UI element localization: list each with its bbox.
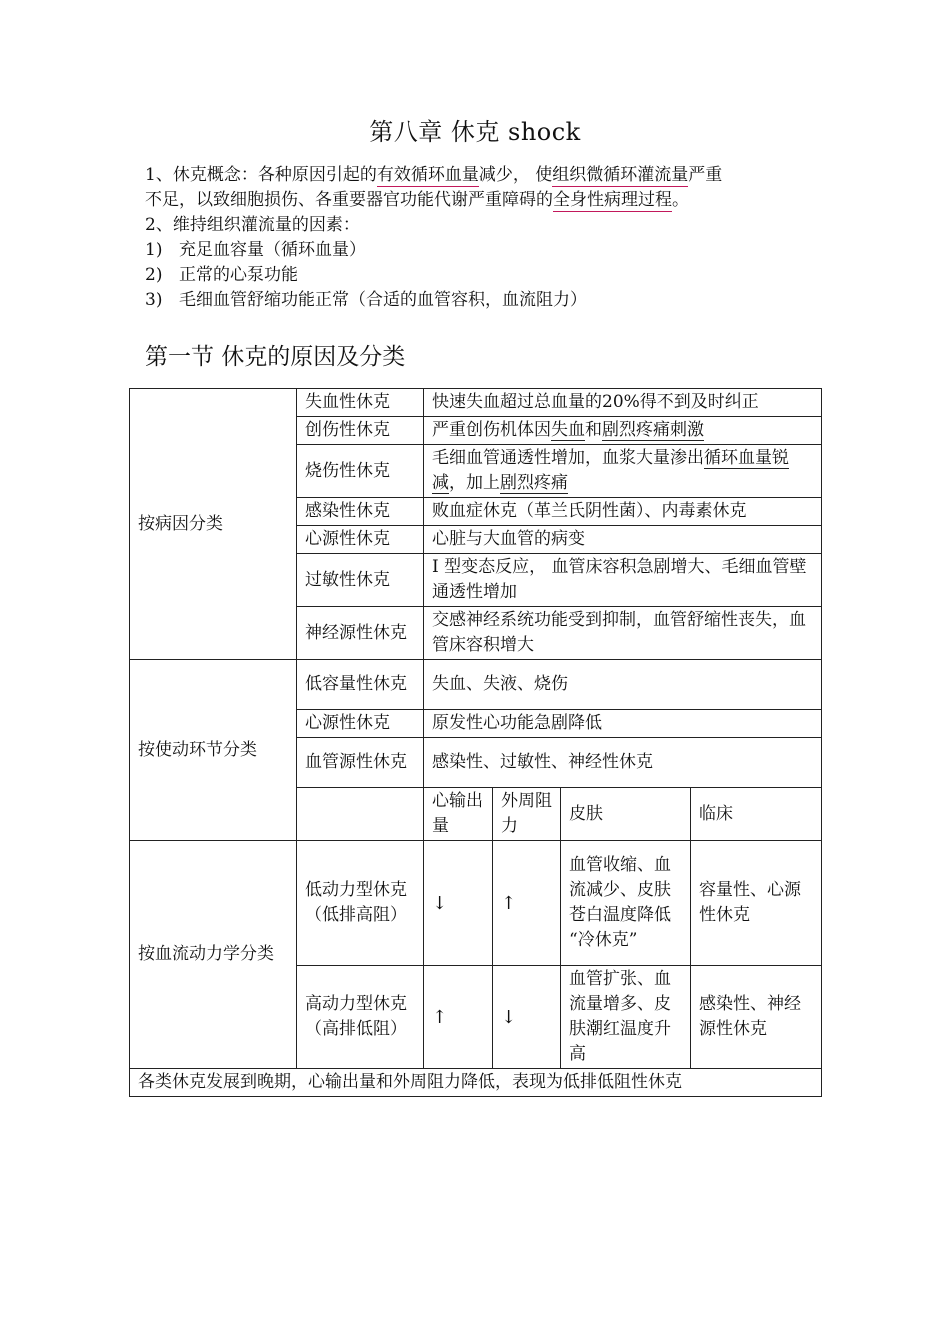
shock-type: 心源性休克	[297, 710, 424, 738]
highlight-effective-circulation: 有效循环血量	[376, 165, 479, 185]
shock-description: 原发性心功能急剧降低	[424, 710, 822, 738]
shock-type: 低容量性休克	[297, 660, 424, 710]
skin-description: 血管扩张、血流量增多、皮肤潮红温度升高	[561, 966, 691, 1069]
shock-description: 快速失血超过总血量的20%得不到及时纠正	[424, 389, 822, 417]
up-arrow-icon: ↑	[493, 841, 561, 966]
shock-description: 严重创伤机体因失血和剧烈疼痛刺激	[424, 417, 822, 445]
shock-type: 过敏性休克	[297, 554, 424, 607]
section-title: 第一节 休克的原因及分类	[145, 344, 406, 370]
group-etiology: 按病因分类	[130, 389, 297, 660]
concept-line-1: 1、休克概念：各种原因引起的有效循环血量减少， 使组织微循环灌流量严重	[145, 165, 723, 185]
down-arrow-icon: ↓	[493, 966, 561, 1069]
header-cardiac-output: 心输出量	[424, 788, 493, 841]
factor-item: 3) 毛细血管舒缩功能正常（合适的血管容积，血流阻力）	[145, 290, 587, 310]
highlight-systemic-process: 全身性病理过程	[553, 190, 672, 210]
factor-item: 1) 充足血容量（循环血量）	[145, 240, 366, 260]
concept-line-2: 不足，以致细胞损伤、各重要器官功能代谢严重障碍的全身性病理过程。	[145, 190, 689, 210]
shock-description: 交感神经系统功能受到抑制，血管舒缩性丧失，血管床容积增大	[424, 607, 822, 660]
shock-description: 败血症休克（革兰氏阴性菌）、内毒素休克	[424, 498, 822, 526]
table-row	[130, 660, 822, 710]
shock-type: 高动力型休克（高排低阻）	[297, 966, 424, 1069]
group-trigger: 按使动环节分类	[130, 660, 297, 841]
down-arrow-icon: ↓	[424, 841, 493, 966]
shock-type: 失血性休克	[297, 389, 424, 417]
chapter-title: 第八章 休克 shock	[369, 118, 581, 146]
table-row	[130, 389, 822, 417]
shock-type: 神经源性休克	[297, 607, 424, 660]
shock-description: 毛细血管通透性增加，血浆大量渗出循环血量锐减，加上剧烈疼痛	[424, 445, 822, 498]
shock-type: 低动力型休克（低排高阻）	[297, 841, 424, 966]
empty-header-cell	[297, 788, 424, 841]
shock-description: 感染性、过敏性、神经性休克	[424, 738, 822, 788]
shock-type: 血管源性休克	[297, 738, 424, 788]
group-hemodynamics: 按血流动力学分类	[130, 841, 297, 1069]
skin-description: 血管收缩、血流减少、皮肤苍白温度降低 “冷休克”	[561, 841, 691, 966]
header-skin: 皮肤	[561, 788, 691, 841]
header-clinical: 临床	[691, 788, 822, 841]
shock-type: 心源性休克	[297, 526, 424, 554]
shock-description: 心脏与大血管的病变	[424, 526, 822, 554]
factors-heading: 2、维持组织灌流量的因素：	[145, 215, 360, 235]
header-peripheral-resistance: 外周阻力	[493, 788, 561, 841]
shock-type: 感染性休克	[297, 498, 424, 526]
table-footer-row	[130, 1069, 822, 1097]
up-arrow-icon: ↑	[424, 966, 493, 1069]
highlight-microcirculation: 组织微循环灌流量	[552, 165, 689, 185]
shock-classification-table	[129, 388, 822, 1097]
shock-description: 失血、失液、烧伤	[424, 660, 822, 710]
factor-item: 2) 正常的心泵功能	[145, 265, 298, 285]
table-row	[130, 841, 822, 966]
footer-note: 各类休克发展到晚期，心输出量和外周阻力降低，表现为低排低阻性休克	[130, 1069, 822, 1097]
clinical-description: 容量性、心源性休克	[691, 841, 822, 966]
shock-description: I 型变态反应， 血管床容积急剧增大、毛细血管壁通透性增加	[424, 554, 822, 607]
shock-type: 创伤性休克	[297, 417, 424, 445]
shock-type: 烧伤性休克	[297, 445, 424, 498]
clinical-description: 感染性、神经源性休克	[691, 966, 822, 1069]
